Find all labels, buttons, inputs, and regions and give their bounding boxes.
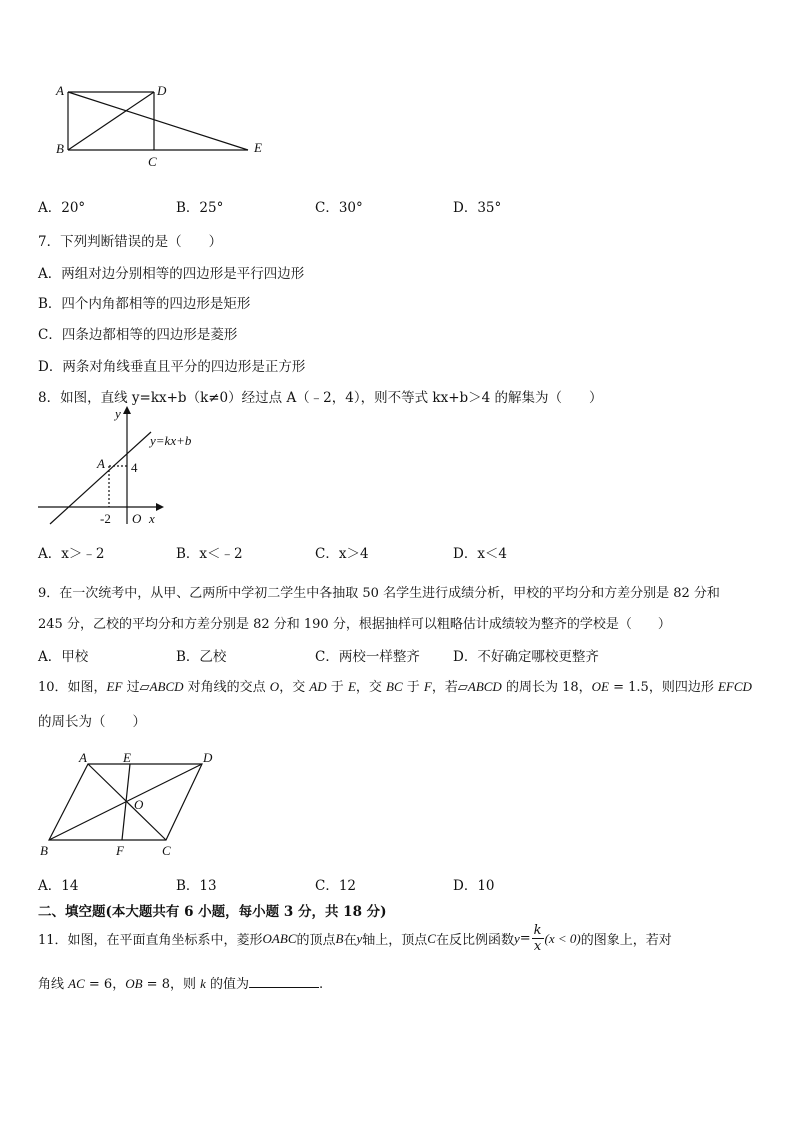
q7-option-a[interactable]: A．两组对边分别相等的四边形是平行四边形 (38, 266, 305, 282)
q8-option-c[interactable]: C．x＞4 (315, 546, 369, 562)
q11-stem-line-1: 11．如图，在平面直角坐标系中，菱形 OABC 的顶点 B 在 y 轴上，顶点 C 在反比例函数 y = $\frac{k}{x}$ (x < 0) 的图象上，若对 (38, 923, 672, 954)
q10-stem-line-2: 的周长为（ ） (38, 714, 146, 730)
figure-q10-parallelogram (36, 748, 236, 860)
section-heading-fill-in: 二、填空题(本大题共有 6 小题，每小题 3 分，共 18 分) (38, 904, 387, 920)
q8-option-b[interactable]: B．x＜﹣2 (176, 546, 243, 562)
label-origin: O (132, 511, 142, 526)
label-y: y (115, 406, 121, 421)
y-axis-arrow (123, 406, 131, 414)
segment-ae (68, 92, 248, 150)
label-neg-two: -2 (100, 511, 111, 526)
q10-stem-line-1: 10．如图，EF 过▱ABCD 对角线的交点 O，交 AD 于 E，交 BC 于 F，若▱ABCD 的周长为 18，OE = 1.5，则四边形 EFCD (38, 679, 752, 695)
label-x: x (149, 511, 155, 526)
q8-stem: 8．如图，直线 y=kx+b（k≠0）经过点 A（﹣2，4），则不等式 kx+b＞4 的解集为（ ） (38, 390, 603, 406)
label-e: E (254, 140, 262, 155)
q10-option-a[interactable]: A．14 (38, 878, 79, 894)
label-a: A (79, 750, 87, 765)
label-b: B (40, 843, 48, 858)
answer-blank[interactable] (249, 973, 319, 988)
q10-option-d[interactable]: D．10 (453, 878, 495, 894)
q9-option-a[interactable]: A．甲校 (38, 649, 89, 665)
q6-option-d[interactable]: D．35° (453, 200, 502, 216)
label-c: C (162, 843, 171, 858)
fraction-k-over-x: $\frac{k}{x}$ (533, 923, 542, 954)
q11-stem-line-2: 角线 AC = 6，OB = 8，则 k 的值为 . (38, 973, 323, 992)
label-line-equation: y=kx+b (150, 433, 192, 448)
q7-option-d[interactable]: D．两条对角线垂直且平分的四边形是正方形 (38, 359, 306, 375)
label-d: D (157, 83, 167, 98)
label-f: F (116, 843, 124, 858)
q8-option-a[interactable]: A．x＞﹣2 (38, 546, 105, 562)
figure-q6-rectangle (50, 80, 280, 175)
label-point-a: A (97, 456, 105, 471)
q8-option-d[interactable]: D．x＜4 (453, 546, 508, 562)
label-a: A (56, 83, 64, 98)
figure-q8-graph (36, 402, 216, 534)
label-d: D (203, 750, 213, 765)
q6-option-c[interactable]: C．30° (315, 200, 363, 216)
q9-stem-line-1: 9．在一次统考中，从甲、乙两所中学初二学生中各抽取 50 名学生进行成绩分析，甲校的平均分和方差分别是 82 分和 (38, 586, 720, 601)
label-c: C (148, 154, 157, 169)
segment-ef (122, 764, 130, 840)
q10-option-b[interactable]: B．13 (176, 878, 217, 894)
q6-option-b[interactable]: B．25° (176, 200, 224, 216)
q9-stem-line-2: 245 分，乙校的平均分和方差分别是 82 分和 190 分，根据抽样可以粗略估计成绩较为整齐的学校是（ ） (38, 617, 671, 632)
segment-bd (68, 92, 154, 150)
label-four: 4 (131, 460, 138, 475)
q9-option-c[interactable]: C．两校一样整齐 (315, 649, 420, 665)
q9-option-d[interactable]: D．不好确定哪校更整齐 (453, 649, 599, 665)
q7-option-b[interactable]: B．四个内角都相等的四边形是矩形 (38, 296, 251, 312)
q7-stem: 7．下列判断错误的是（ ） (38, 234, 223, 250)
q10-option-c[interactable]: C．12 (315, 878, 357, 894)
label-o: O (134, 797, 144, 812)
q6-option-a[interactable]: A．20° (38, 200, 86, 216)
q9-option-b[interactable]: B．乙校 (176, 649, 227, 665)
diagonal-ac (88, 764, 166, 840)
x-axis-arrow (156, 503, 164, 511)
q7-option-c[interactable]: C．四条边都相等的四边形是菱形 (38, 327, 238, 343)
label-e: E (123, 750, 131, 765)
label-b: B (56, 141, 64, 156)
